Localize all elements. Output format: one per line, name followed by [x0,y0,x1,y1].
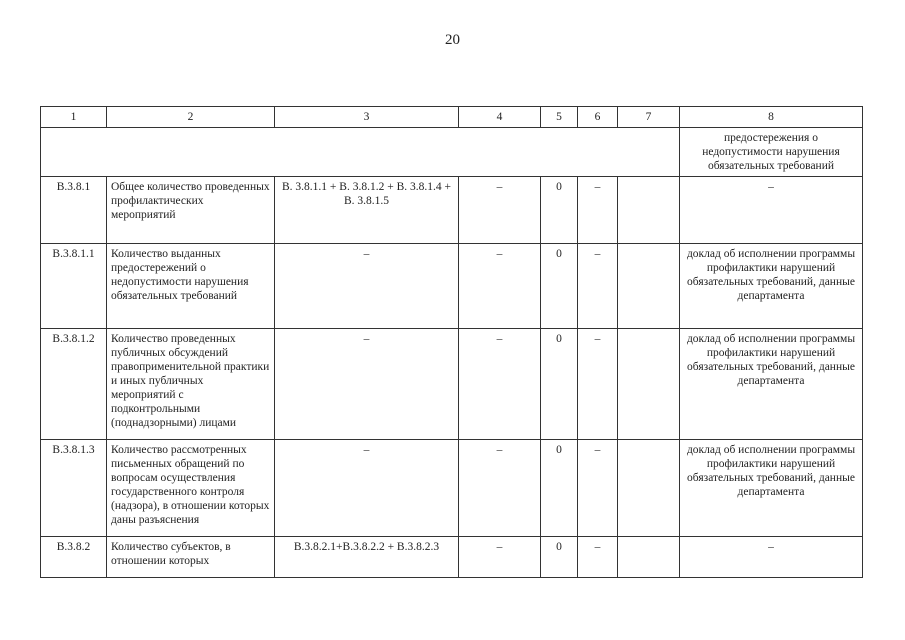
table-row [41,329,863,440]
row-code: В.3.8.1 [41,177,107,244]
row-col7 [618,244,680,329]
column-number-7: 7 [618,107,680,128]
table-row [41,244,863,329]
row-col5: 0 [541,329,578,440]
row-col6: – [578,537,618,578]
row-code: В.3.8.2 [41,537,107,578]
row-col4: – [459,440,541,537]
row-col7 [618,537,680,578]
row-formula: – [275,244,459,329]
column-number-row [41,107,863,128]
row-formula: – [275,329,459,440]
column-number-2: 2 [107,107,275,128]
row-source: – [680,537,863,578]
row-name: Общее количество проведенных профилактических мероприятий [107,177,275,244]
row-col5: 0 [541,537,578,578]
row-name: Количество выданных предостережений о недопустимости нарушения обязательных требований [107,244,275,329]
column-number-5: 5 [541,107,578,128]
row-code: В.3.8.1.2 [41,329,107,440]
row-formula: – [275,440,459,537]
continuation-note: предостережения о недопустимости нарушения обязательных требований [680,128,863,177]
continuation-row [41,128,863,177]
row-code: В.3.8.1.3 [41,440,107,537]
row-col7 [618,177,680,244]
row-name: Количество проведенных публичных обсуждений правоприменительной практики и иных публичных мероприятий с подконтрольными (поднадзорными) лицами [107,329,275,440]
row-col4: – [459,244,541,329]
row-col4: – [459,329,541,440]
row-name: Количество рассмотренных письменных обращений по вопросам осуществления государственного контроля (надзора), в отношении которых даны разъяснения [107,440,275,537]
row-name: Количество субъектов, в отношении которых [107,537,275,578]
row-code: В.3.8.1.1 [41,244,107,329]
column-number-8: 8 [680,107,863,128]
page-number: 20 [445,32,460,48]
table-row [41,440,863,537]
column-number-1: 1 [41,107,107,128]
column-number-6: 6 [578,107,618,128]
row-source: – [680,177,863,244]
row-col7 [618,329,680,440]
table-row [41,537,863,578]
indicator-table [40,106,863,578]
row-col6: – [578,329,618,440]
row-formula: В. 3.8.1.1 + В. 3.8.1.2 + В. 3.8.1.4 + В. 3.8.1.5 [275,177,459,244]
row-col5: 0 [541,244,578,329]
row-col5: 0 [541,177,578,244]
row-col6: – [578,177,618,244]
row-formula: В.3.8.2.1+В.3.8.2.2 + В.3.8.2.3 [275,537,459,578]
row-source: доклад об исполнении программы профилактики нарушений обязательных требований, данные департамента [680,244,863,329]
row-source: доклад об исполнении программы профилактики нарушений обязательных требований, данные департамента [680,329,863,440]
row-col6: – [578,440,618,537]
column-number-4: 4 [459,107,541,128]
table-row [41,177,863,244]
continuation-blank-cell [41,128,680,177]
row-col4: – [459,537,541,578]
column-number-3: 3 [275,107,459,128]
row-source: доклад об исполнении программы профилактики нарушений обязательных требований, данные департамента [680,440,863,537]
row-col6: – [578,244,618,329]
row-col4: – [459,177,541,244]
row-col5: 0 [541,440,578,537]
row-col7 [618,440,680,537]
